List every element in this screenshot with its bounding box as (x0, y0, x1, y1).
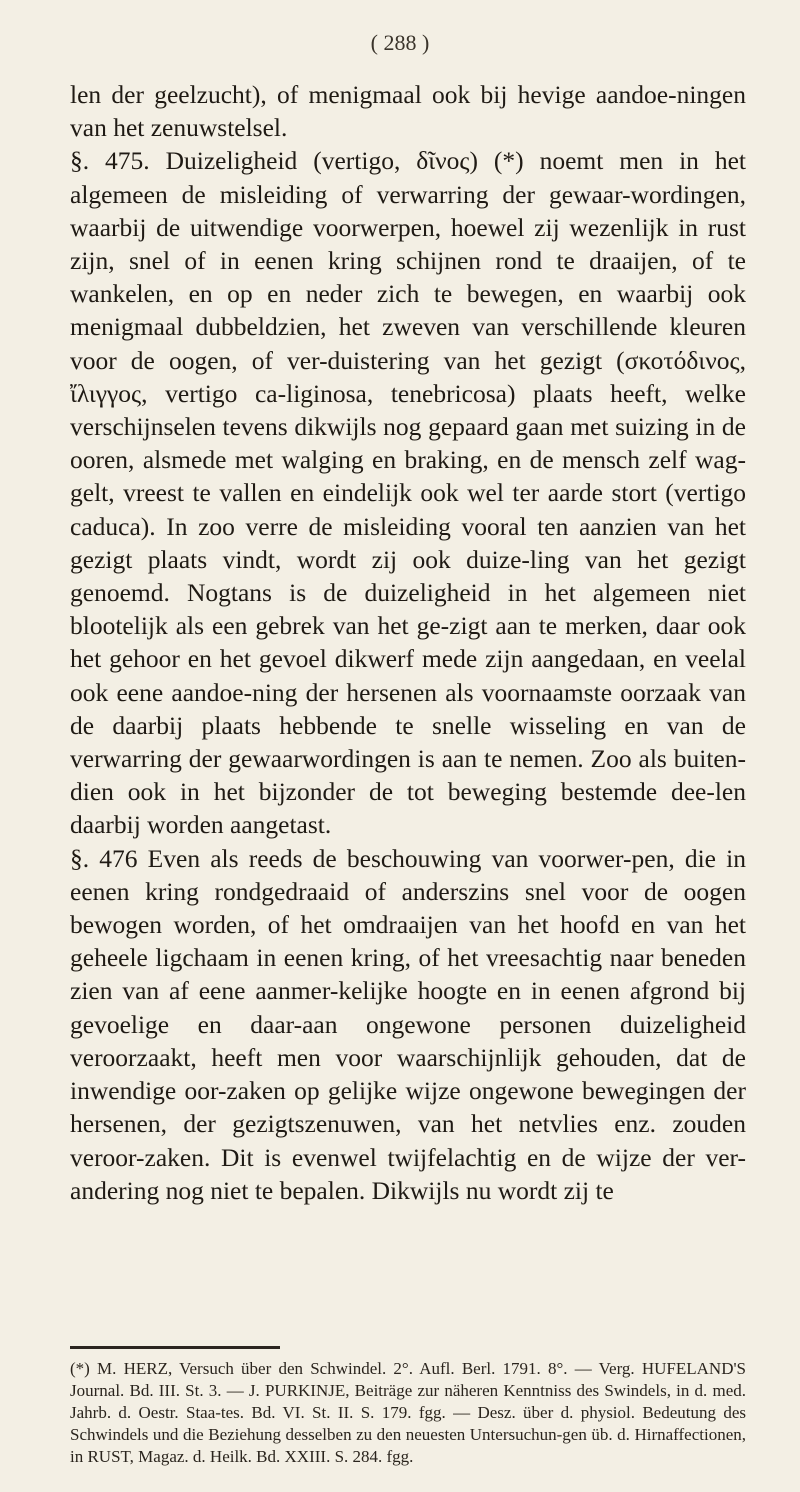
main-text (70, 78, 746, 1207)
footnote-divider (70, 1346, 280, 1349)
paragraph-continuation: len der geelzucht), of menigmaal ook bij hevige aandoe-ningen van het zenuwstelsel. (70, 80, 746, 143)
footnote: (*) M. HERZ, Versuch über den Schwindel. 2°. Aufl. Berl. 1791. 8°. — Verg. HUFELAND'S Journal. Bd. III. St. 3. — J. PURKINJE, Beiträge zur näheren Kenntniss des Swindels, in d. med. Jahrb. d. Oestr. Staa-tes. Bd. VI. St. II. S. 179. fgg. — Desz. über d. physiol. Bedeutung des Schwindels und die Beziehung desselben zu den neuesten Untersuchun-gen üb. d. Hirnaffectionen, in RUST, Magaz. d. Heilk. Bd. XXIII. S. 284. fgg. (70, 1359, 746, 1466)
paragraph-476: §. 476 Even als reeds de beschouwing van voorwer-pen, die in eenen kring rondgedraaid of anderszins snel voor de oogen bewogen worden, of het omdraaijen van het hoofd en van het geheele ligchaam in eenen kring, of het vreesachtig naar beneden zien van af eene aanmer-kelijke hoogte en in eenen afgrond bij gevoelige en daar-aan ongewone personen duizeligheid veroorzaakt, heeft men voor waarschijnlijk gehouden, dat de inwendige oor-zaken op gelijke wijze ongewone bewegingen der hersenen, der gezigtszenuwen, van het netvlies enz. zouden veroor-zaken. Dit is evenwel twijfelachtig en de wijze der ver-andering nog niet te bepalen. Dikwijls nu wordt zij te (70, 843, 746, 1205)
page-number: ( 288 ) (370, 30, 430, 55)
paragraph-475: §. 475. Duizeligheid (vertigo, δῖνος) (*) noemt men in het algemeen de misleiding of verwarring der gewaar-wordingen, waarbij de uitwendige voorwerpen, hoewel zij wezenlijk in rust zijn, snel of in eenen kring schijnen rond te draaijen, of te wankelen, en op en neder zich te bewegen, en waarbij ook menigmaal dubbeldzien, het zweven van verschillende kleuren voor de oogen, of ver-duistering van het gezigt (σκοτόδινος, ἴλιγγος, vertigo ca-liginosa, tenebricosa) plaats heeft, welke verschijnselen tevens dikwijls nog gepaard gaan met suizing in de ooren, alsmede met walging en braking, en de mensch zelf wag-gelt, vreest te vallen en eindelijk ook wel ter aarde stort (vertigo caduca). In zoo verre de misleiding vooral ten aanzien van het gezigt plaats vindt, wordt zij ook duize-ling van het gezigt genoemd. Nogtans is de duizeligheid in het algemeen niet blootelijk als een gebrek van het ge-zigt aan te merken, daar ook het gehoor en het gevoel dikwerf mede zijn aangedaan, en veelal ook eene aandoe-ning der hersenen als voornaamste oorzaak van de daarbij plaats hebbende te snelle wisseling en van de verwarring der gewaarwordingen is aan te nemen. Zoo als buiten-dien ook in het bijzonder de tot beweging bestemde dee-len daarbij worden aangetast. (70, 146, 746, 840)
